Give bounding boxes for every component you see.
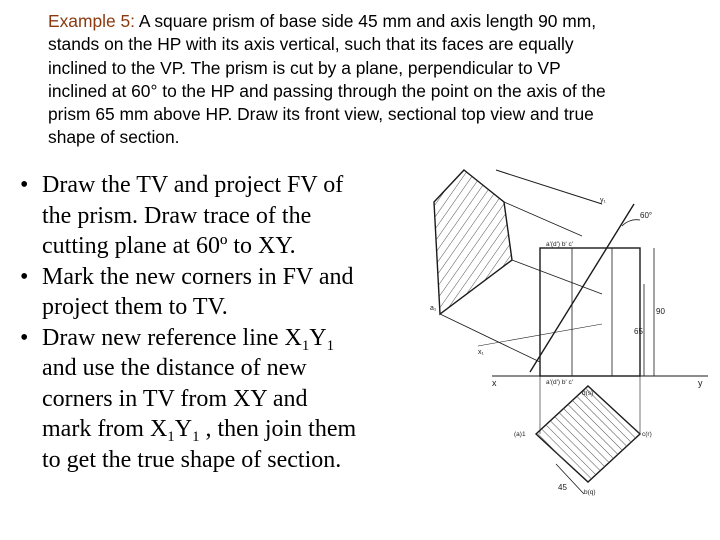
tv-label-right: c(r) — [642, 431, 652, 438]
tv-label-bottom: b(q) — [584, 489, 596, 496]
y-label: y — [698, 378, 703, 388]
tv-label-top: d(s) — [582, 390, 594, 397]
bullet-icon: • — [20, 263, 29, 290]
instruction-list — [20, 170, 400, 475]
projector-line — [504, 202, 582, 236]
true-shape-section — [434, 170, 512, 314]
instruction-item-1: • Draw the TV and project FV of the prism. Draw trace of the cutting plane at 60º to XY. — [20, 172, 344, 259]
sectional-top-view — [536, 386, 640, 482]
tv-label-left: (a)1 — [514, 431, 526, 438]
problem-line-3: inclined to the VP. The prism is cut by a plane, perpendicular to VP — [48, 57, 561, 78]
x-label: x — [492, 378, 497, 388]
problem-line-1: Example 5: A square prism of base side 45 mm and axis length 90 mm, — [48, 11, 597, 31]
cutting-plane-trace — [530, 204, 634, 372]
problem-statement — [48, 10, 698, 150]
dim-90-label: 90 — [656, 307, 665, 316]
bullet-icon: • — [20, 324, 29, 351]
problem-line-5: prism 65 mm above HP. Draw its front view, sectional top view and true — [48, 104, 594, 125]
a1-label: a₁ — [430, 305, 437, 312]
problem-line-2: stands on the HP with its axis vertical, such that its faces are equally — [48, 34, 574, 55]
projector-line — [440, 314, 540, 362]
front-label-bottom: a'(d') b' c' — [546, 379, 573, 386]
y1-label: y₁ — [600, 197, 606, 204]
angle-label: 60° — [640, 211, 653, 220]
problem-line-4: inclined at 60° to the HP and passing through the point on the axis of the — [48, 80, 606, 101]
dim-45-label: 45 — [558, 483, 567, 492]
engineering-drawing — [412, 164, 712, 534]
x1-label: x₁ — [478, 349, 484, 356]
dim-65-label: 65 — [634, 327, 643, 336]
angle-arc — [622, 220, 640, 226]
instruction-item-3: • Draw new reference line $X_1Y_1$ and use the distance of new corners in TV from XY and mark from $X_1Y_1$ , then join them to get the true shape of section. — [20, 324, 357, 473]
example-label: Example 5: — [48, 11, 135, 31]
front-view — [540, 248, 640, 376]
problem-line-6: shape of section. — [48, 127, 180, 148]
instruction-item-2: • Mark the new corners in FV and project them to TV. — [20, 263, 354, 320]
front-label-top: a'(d') b' c' — [546, 241, 573, 248]
bullet-icon: • — [20, 172, 29, 198]
x1y1-reference-line — [496, 170, 602, 204]
